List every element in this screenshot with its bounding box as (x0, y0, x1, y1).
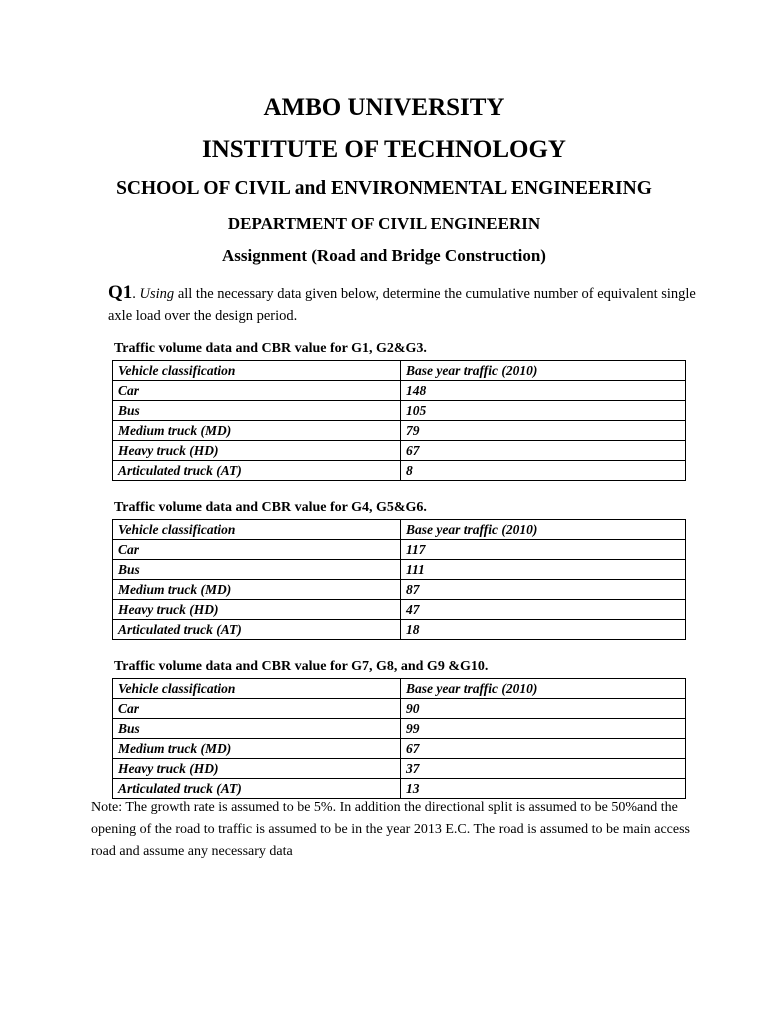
traffic-table-2 (112, 519, 686, 640)
vehicle-cell: Medium truck (MD) (113, 580, 401, 600)
header-base-year-traffic: Base year traffic (2010) (401, 361, 686, 381)
table-3-caption: Traffic volume data and CBR value for G7, G8, and G9 &G10. (114, 659, 489, 674)
table-row (113, 620, 686, 640)
vehicle-cell: Car (113, 540, 401, 560)
question-text: all the necessary data given below, determine the cumulative number of equivalent single axle load over the design period. (108, 286, 696, 324)
assumption-note: Note: The growth rate is assumed to be 5%. In addition the directional split is assumed to be 50%and the opening of the road to traffic is assumed to be in the year 2013 E.C. The road is assumed to be main access road and assume any necessary data (91, 800, 690, 859)
traffic-cell: 13 (401, 779, 686, 799)
traffic-cell: 99 (401, 719, 686, 739)
table-row (113, 600, 686, 620)
vehicle-cell: Car (113, 381, 401, 401)
table-row (113, 580, 686, 600)
table-row (113, 540, 686, 560)
traffic-cell: 111 (401, 560, 686, 580)
traffic-cell: 90 (401, 699, 686, 719)
header-vehicle-classification: Vehicle classification (113, 520, 401, 540)
vehicle-cell: Car (113, 699, 401, 719)
vehicle-cell: Heavy truck (HD) (113, 441, 401, 461)
header-vehicle-classification: Vehicle classification (113, 679, 401, 699)
traffic-cell: 67 (401, 441, 686, 461)
table-1-caption: Traffic volume data and CBR value for G1, G2&G3. (114, 341, 427, 356)
traffic-cell: 18 (401, 620, 686, 640)
school-title: SCHOOL OF CIVIL and ENVIRONMENTAL ENGINEERING (116, 178, 652, 199)
table-row (113, 719, 686, 739)
header-base-year-traffic: Base year traffic (2010) (401, 679, 686, 699)
vehicle-cell: Articulated truck (AT) (113, 620, 401, 640)
vehicle-cell: Medium truck (MD) (113, 739, 401, 759)
traffic-table-1 (112, 360, 686, 481)
table-header-row (113, 361, 686, 381)
university-title: AMBO UNIVERSITY (263, 94, 505, 121)
traffic-cell: 79 (401, 421, 686, 441)
vehicle-cell: Medium truck (MD) (113, 421, 401, 441)
header-vehicle-classification: Vehicle classification (113, 361, 401, 381)
table-row (113, 401, 686, 421)
question-dot: . (132, 286, 140, 302)
traffic-cell: 47 (401, 600, 686, 620)
institute-title: INSTITUTE OF TECHNOLOGY (202, 136, 566, 163)
table-row (113, 759, 686, 779)
question-1 (108, 282, 708, 327)
vehicle-cell: Heavy truck (HD) (113, 759, 401, 779)
table-row (113, 779, 686, 799)
traffic-cell: 37 (401, 759, 686, 779)
traffic-cell: 105 (401, 401, 686, 421)
traffic-cell: 87 (401, 580, 686, 600)
traffic-cell: 148 (401, 381, 686, 401)
vehicle-cell: Articulated truck (AT) (113, 779, 401, 799)
question-using: Using (139, 286, 175, 302)
table-header-row (113, 679, 686, 699)
table-row (113, 441, 686, 461)
table-row (113, 699, 686, 719)
question-number: Q1 (108, 282, 133, 303)
table-2-caption: Traffic volume data and CBR value for G4, G5&G6. (114, 500, 427, 515)
traffic-table-3 (112, 678, 686, 799)
vehicle-cell: Articulated truck (AT) (113, 461, 401, 481)
vehicle-cell: Bus (113, 719, 401, 739)
table-row (113, 421, 686, 441)
vehicle-cell: Heavy truck (HD) (113, 600, 401, 620)
traffic-cell: 8 (401, 461, 686, 481)
vehicle-cell: Bus (113, 401, 401, 421)
assignment-title: Assignment (Road and Bridge Construction) (222, 246, 546, 265)
vehicle-cell: Bus (113, 560, 401, 580)
table-header-row (113, 520, 686, 540)
traffic-cell: 67 (401, 739, 686, 759)
table-row (113, 560, 686, 580)
table-row (113, 461, 686, 481)
traffic-cell: 117 (401, 540, 686, 560)
table-row (113, 381, 686, 401)
header-base-year-traffic: Base year traffic (2010) (401, 520, 686, 540)
table-row (113, 739, 686, 759)
department-title: DEPARTMENT OF CIVIL ENGINEERIN (227, 214, 541, 233)
